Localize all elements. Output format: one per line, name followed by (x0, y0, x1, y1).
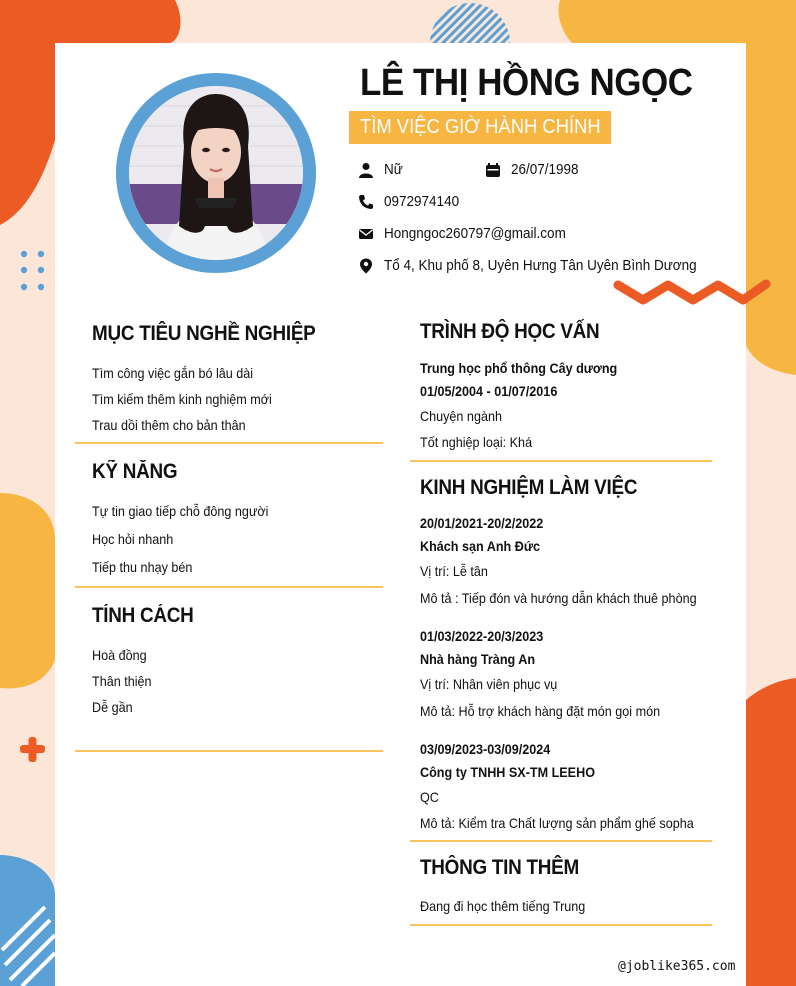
extra-info-title: THÔNG TIN THÊM (420, 856, 579, 879)
email-value: Hongngoc260797@gmail.com (384, 225, 566, 242)
phone-icon (358, 194, 374, 210)
phone-row (358, 193, 467, 210)
objective-item: Trau dồi thêm cho bản thân (92, 417, 246, 433)
job-position-text: TÌM VIỆC GIỜ HÀNH CHÍNH (360, 116, 601, 138)
phone-value: 0972974140 (384, 193, 460, 210)
user-icon (358, 162, 374, 178)
calendar-icon (485, 162, 501, 178)
job-role: Vị trí: Lễ tân (420, 563, 488, 579)
experience-title: KINH NGHIỆM LÀM VIỆC (420, 476, 638, 499)
email-icon (358, 226, 374, 242)
job-period: 03/09/2023-03/09/2024 (420, 741, 551, 757)
divider (75, 750, 383, 752)
skill-item: Tự tin giao tiếp chỗ đông người (92, 503, 269, 519)
job-role: Vị trí: Nhân viên phục vụ (420, 676, 558, 692)
personality-item: Hoà đồng (92, 647, 147, 663)
education-period: 01/05/2004 - 01/07/2016 (420, 383, 558, 399)
address-value: Tổ 4, Khu phố 8, Uyên Hưng Tân Uyên Bình Dương (384, 257, 697, 274)
education-major: Chuyện ngành (420, 408, 502, 424)
divider (410, 460, 712, 462)
education-school: Trung học phổ thông Cây dương (420, 360, 618, 376)
job-company: Công ty TNHH SX-TM LEEHO (420, 764, 595, 780)
objective-title: MỤC TIÊU NGHỀ NGHIỆP (92, 322, 316, 345)
job-description: Mô tả : Tiếp đón và hướng dẫn khách thuê phòng (420, 590, 697, 606)
watermark-footer: @joblike365.com (618, 959, 736, 974)
extra-info-text: Đang đi học thêm tiếng Trung (420, 898, 586, 914)
divider (410, 924, 712, 926)
personality-title: TÍNH CÁCH (92, 604, 194, 627)
divider (410, 840, 712, 842)
portrait-image (129, 86, 303, 260)
avatar (129, 86, 303, 260)
dob-value: 26/07/1998 (511, 161, 579, 178)
job-period: 20/01/2021-20/2/2022 (420, 515, 544, 531)
personality-item: Thân thiện (92, 673, 152, 689)
education-title: TRÌNH ĐỘ HỌC VẤN (420, 320, 600, 343)
skill-item: Học hỏi nhanh (92, 531, 174, 547)
dob-row (485, 161, 586, 178)
location-icon (358, 258, 374, 274)
address-row (358, 257, 731, 274)
skills-title: KỸ NĂNG (92, 460, 178, 483)
job-period: 01/03/2022-20/3/2023 (420, 628, 544, 644)
education-grade: Tốt nghiệp loại: Khá (420, 434, 533, 450)
divider (75, 442, 383, 444)
candidate-name: LÊ THỊ HỒNG NGỌC (360, 62, 693, 104)
job-description: Mô tả: Kiểm tra Chất lượng sản phẩm ghế sopha (420, 815, 694, 831)
email-row (358, 225, 586, 242)
gender-row (358, 161, 405, 178)
objective-item: Tìm kiếm thêm kinh nghiệm mới (92, 391, 272, 407)
job-company: Nhà hàng Tràng An (420, 651, 536, 667)
job-company: Khách sạn Anh Đức (420, 538, 540, 554)
divider (75, 586, 383, 588)
job-position-badge (349, 111, 611, 144)
objective-item: Tìm công việc gắn bó lâu dài (92, 365, 254, 381)
job-role: QC (420, 789, 439, 805)
skill-item: Tiếp thu nhạy bén (92, 559, 193, 575)
job-description: Mô tả: Hỗ trợ khách hàng đặt món gọi món (420, 703, 661, 719)
personality-item: Dễ gần (92, 699, 133, 715)
gender-value: Nữ (384, 161, 403, 178)
